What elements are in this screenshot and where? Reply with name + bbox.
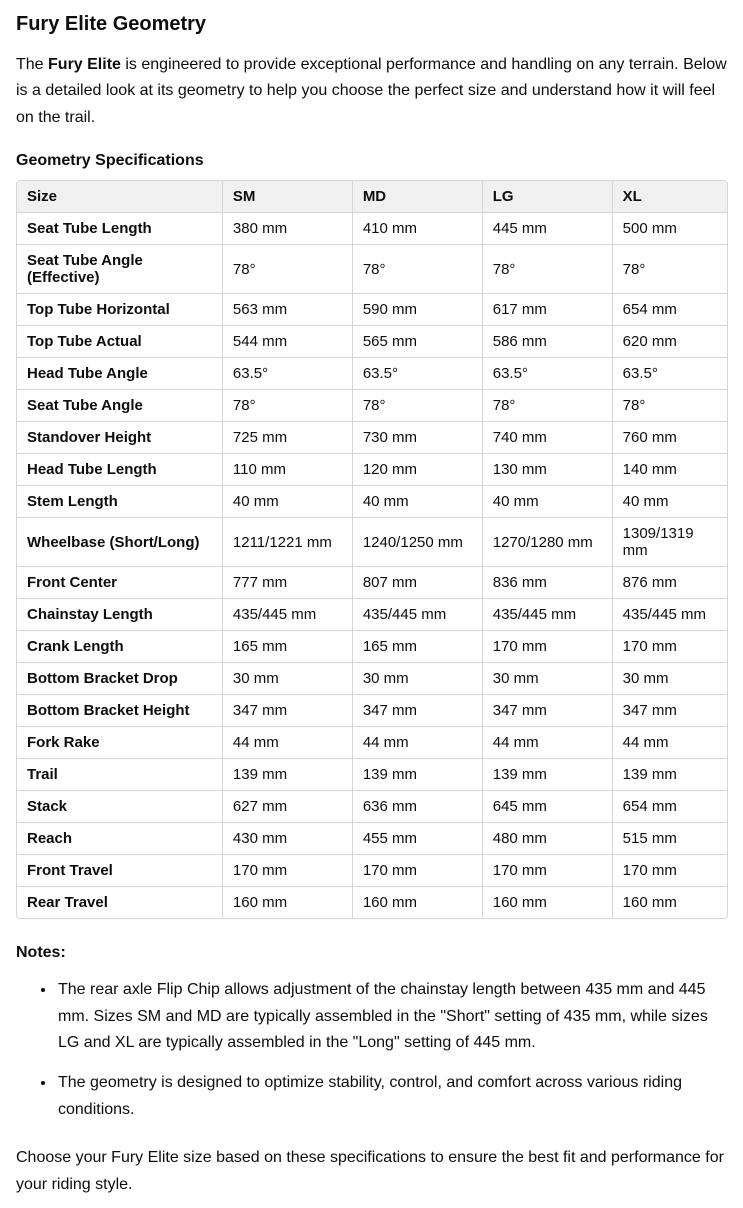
spec-value: 78° <box>483 390 613 422</box>
spec-label: Bottom Bracket Drop <box>17 663 223 695</box>
closing-paragraph: Choose your Fury Elite size based on these specifications to ensure the best fit and performance for your riding style. <box>16 1149 724 1193</box>
spec-value: 544 mm <box>223 326 353 358</box>
spec-value: 160 mm <box>622 894 677 912</box>
spec-value: 170 mm <box>483 631 613 663</box>
spec-value: 565 mm <box>353 326 483 358</box>
spec-value: 110 mm <box>223 454 353 486</box>
spec-label: Seat Tube Angle <box>17 390 223 422</box>
spec-value: 876 mm <box>613 567 727 599</box>
table-row <box>17 294 727 326</box>
spec-value: 170 mm <box>613 855 727 887</box>
spec-label: Bottom Bracket Height <box>17 695 223 727</box>
spec-value: 40 mm <box>613 486 727 518</box>
table-row <box>17 422 727 454</box>
spec-label: Crank Length <box>17 631 223 663</box>
intro-text-suffix: is engineered to provide exceptional performance and handling on any terrain. Below is a detailed look at its geometry to help you choose the perfect size and understand how it will feel on the trail. <box>16 56 727 126</box>
column-header-xl: XL <box>613 181 727 213</box>
table-row <box>17 326 727 358</box>
spec-value: 740 mm <box>483 422 613 454</box>
spec-value: 170 mm <box>353 855 483 887</box>
spec-value: 480 mm <box>483 823 613 855</box>
spec-value: 78° <box>613 245 727 294</box>
spec-value: 40 mm <box>353 486 483 518</box>
spec-value: 78° <box>223 245 353 294</box>
spec-label: Seat Tube Angle (Effective) <box>17 245 223 294</box>
spec-value: 120 mm <box>353 454 483 486</box>
table-row <box>17 358 727 390</box>
geometry-table-body <box>17 213 727 918</box>
spec-value: 636 mm <box>353 791 483 823</box>
spec-value: 515 mm <box>613 823 727 855</box>
note-item-flip-chip: • The rear axle Flip Chip allows adjustment of the chainstay length between 435 mm and 445 mm. Sizes SM and MD are typically assembled in the "Short" setting of 435 mm, while sizes LG and XL are typically assembled in the "Long" setting of 445 mm. <box>56 977 728 1056</box>
table-row <box>17 791 727 823</box>
spec-label: Front Travel <box>17 855 223 887</box>
spec-value: 777 mm <box>223 567 353 599</box>
spec-value: 139 mm <box>223 759 353 791</box>
spec-value: 44 mm <box>223 727 353 759</box>
spec-value: 620 mm <box>613 326 727 358</box>
spec-value: 130 mm <box>483 454 613 486</box>
spec-value: 435/445 mm <box>223 599 353 631</box>
table-row <box>17 887 727 918</box>
spec-value: 140 mm <box>613 454 727 486</box>
spec-value: 44 mm <box>353 727 483 759</box>
spec-label: Seat Tube Length <box>17 213 223 245</box>
spec-value: 170 mm <box>613 631 727 663</box>
spec-label: Standover Height <box>17 422 223 454</box>
spec-label: Chainstay Length <box>17 599 223 631</box>
column-header-sm: SM <box>223 181 353 213</box>
spec-value: 78° <box>223 390 353 422</box>
table-row <box>17 599 727 631</box>
spec-label: Head Tube Length <box>17 454 223 486</box>
spec-value: 44 mm <box>483 727 613 759</box>
column-header-lg: LG <box>483 181 613 213</box>
spec-value: 445 mm <box>483 213 613 245</box>
spec-value: 165 mm <box>353 631 483 663</box>
spec-value: 654 mm <box>613 294 727 326</box>
spec-label: Top Tube Actual <box>17 326 223 358</box>
column-header-md: MD <box>353 181 483 213</box>
spec-value: 30 mm <box>223 663 353 695</box>
spec-label: Front Center <box>17 567 223 599</box>
spec-label: Wheelbase (Short/Long) <box>17 518 223 567</box>
table-row <box>17 759 727 791</box>
table-row <box>17 390 727 422</box>
table-row <box>17 727 727 759</box>
table-row <box>17 695 727 727</box>
table-row <box>17 567 727 599</box>
spec-value: 1309/1319 mm <box>613 518 727 567</box>
spec-label: Stack <box>17 791 223 823</box>
spec-value: 563 mm <box>223 294 353 326</box>
spec-value: 435/445 mm <box>483 599 613 631</box>
spec-value: 160 mm <box>223 887 353 918</box>
spec-value: 1270/1280 mm <box>483 518 613 567</box>
spec-value: 44 mm <box>613 727 727 759</box>
spec-value: 730 mm <box>353 422 483 454</box>
table-row <box>17 663 727 695</box>
table-row <box>17 518 727 567</box>
spec-value: 30 mm <box>483 663 613 695</box>
spec-value: 1240/1250 mm <box>353 518 483 567</box>
spec-value: 380 mm <box>223 213 353 245</box>
spec-value: 160 mm <box>483 887 613 918</box>
geometry-table-header <box>17 181 727 213</box>
spec-label: Trail <box>17 759 223 791</box>
geometry-table <box>16 180 728 919</box>
spec-label: Stem Length <box>17 486 223 518</box>
spec-value: 139 mm <box>353 759 483 791</box>
spec-value: 40 mm <box>483 486 613 518</box>
spec-value: 500 mm <box>613 213 727 245</box>
spec-value: 63.5° <box>223 358 353 390</box>
spec-value: 627 mm <box>223 791 353 823</box>
spec-value: 435/445 mm <box>353 599 483 631</box>
spec-value: 63.5° <box>483 358 613 390</box>
spec-value: 590 mm <box>353 294 483 326</box>
spec-value: 30 mm <box>613 663 727 695</box>
spec-value: 78° <box>353 245 483 294</box>
spec-value: 586 mm <box>483 326 613 358</box>
spec-value: 165 mm <box>223 631 353 663</box>
table-row <box>17 213 727 245</box>
spec-label: Fork Rake <box>17 727 223 759</box>
spec-value: 170 mm <box>483 855 613 887</box>
spec-value: 63.5° <box>353 358 483 390</box>
spec-value: 760 mm <box>613 422 727 454</box>
spec-label: Rear Travel <box>17 887 223 918</box>
spec-value: 455 mm <box>353 823 483 855</box>
spec-value: 654 mm <box>613 791 727 823</box>
notes-heading: Notes: <box>16 944 66 962</box>
spec-value: 160 mm <box>353 887 483 918</box>
spec-value: 78° <box>613 390 727 422</box>
spec-value: 40 mm <box>223 486 353 518</box>
intro-bold-product-name: Fury Elite <box>48 56 121 73</box>
table-row <box>17 245 727 294</box>
spec-value: 645 mm <box>483 791 613 823</box>
spec-value: 410 mm <box>353 213 483 245</box>
spec-label: Top Tube Horizontal <box>17 294 223 326</box>
spec-value: 63.5° <box>613 358 727 390</box>
spec-value: 139 mm <box>483 759 613 791</box>
table-row <box>17 486 727 518</box>
spec-value: 617 mm <box>483 294 613 326</box>
note-item-geometry-design: • The geometry is designed to optimize stability, control, and comfort across various riding conditions. <box>56 1070 728 1123</box>
spec-value: 347 mm <box>353 695 483 727</box>
spec-value: 430 mm <box>223 823 353 855</box>
notes-list <box>16 977 728 1123</box>
spec-label: Head Tube Angle <box>17 358 223 390</box>
spec-value: 78° <box>353 390 483 422</box>
table-row <box>17 855 727 887</box>
spec-value: 170 mm <box>223 855 353 887</box>
column-header-size: Size <box>17 181 223 213</box>
header-row <box>17 181 727 213</box>
spec-value: 836 mm <box>483 567 613 599</box>
table-row <box>17 631 727 663</box>
spec-value: 139 mm <box>613 759 727 791</box>
spec-value: 725 mm <box>223 422 353 454</box>
intro-paragraph <box>16 52 728 131</box>
spec-value: 347 mm <box>223 695 353 727</box>
spec-value: 347 mm <box>613 695 727 727</box>
table-row <box>17 823 727 855</box>
table-row <box>17 454 727 486</box>
spec-value: 807 mm <box>353 567 483 599</box>
spec-label: Reach <box>17 823 223 855</box>
spec-value: 347 mm <box>483 695 613 727</box>
spec-value: 30 mm <box>353 663 483 695</box>
spec-value: 78° <box>483 245 613 294</box>
section-heading-geometry-specifications: Geometry Specifications <box>16 152 204 170</box>
intro-text-prefix: The <box>16 56 49 73</box>
spec-value: 435/445 mm <box>613 599 727 631</box>
spec-value: 1211/1221 mm <box>223 518 353 567</box>
page-title: Fury Elite Geometry <box>16 13 207 35</box>
